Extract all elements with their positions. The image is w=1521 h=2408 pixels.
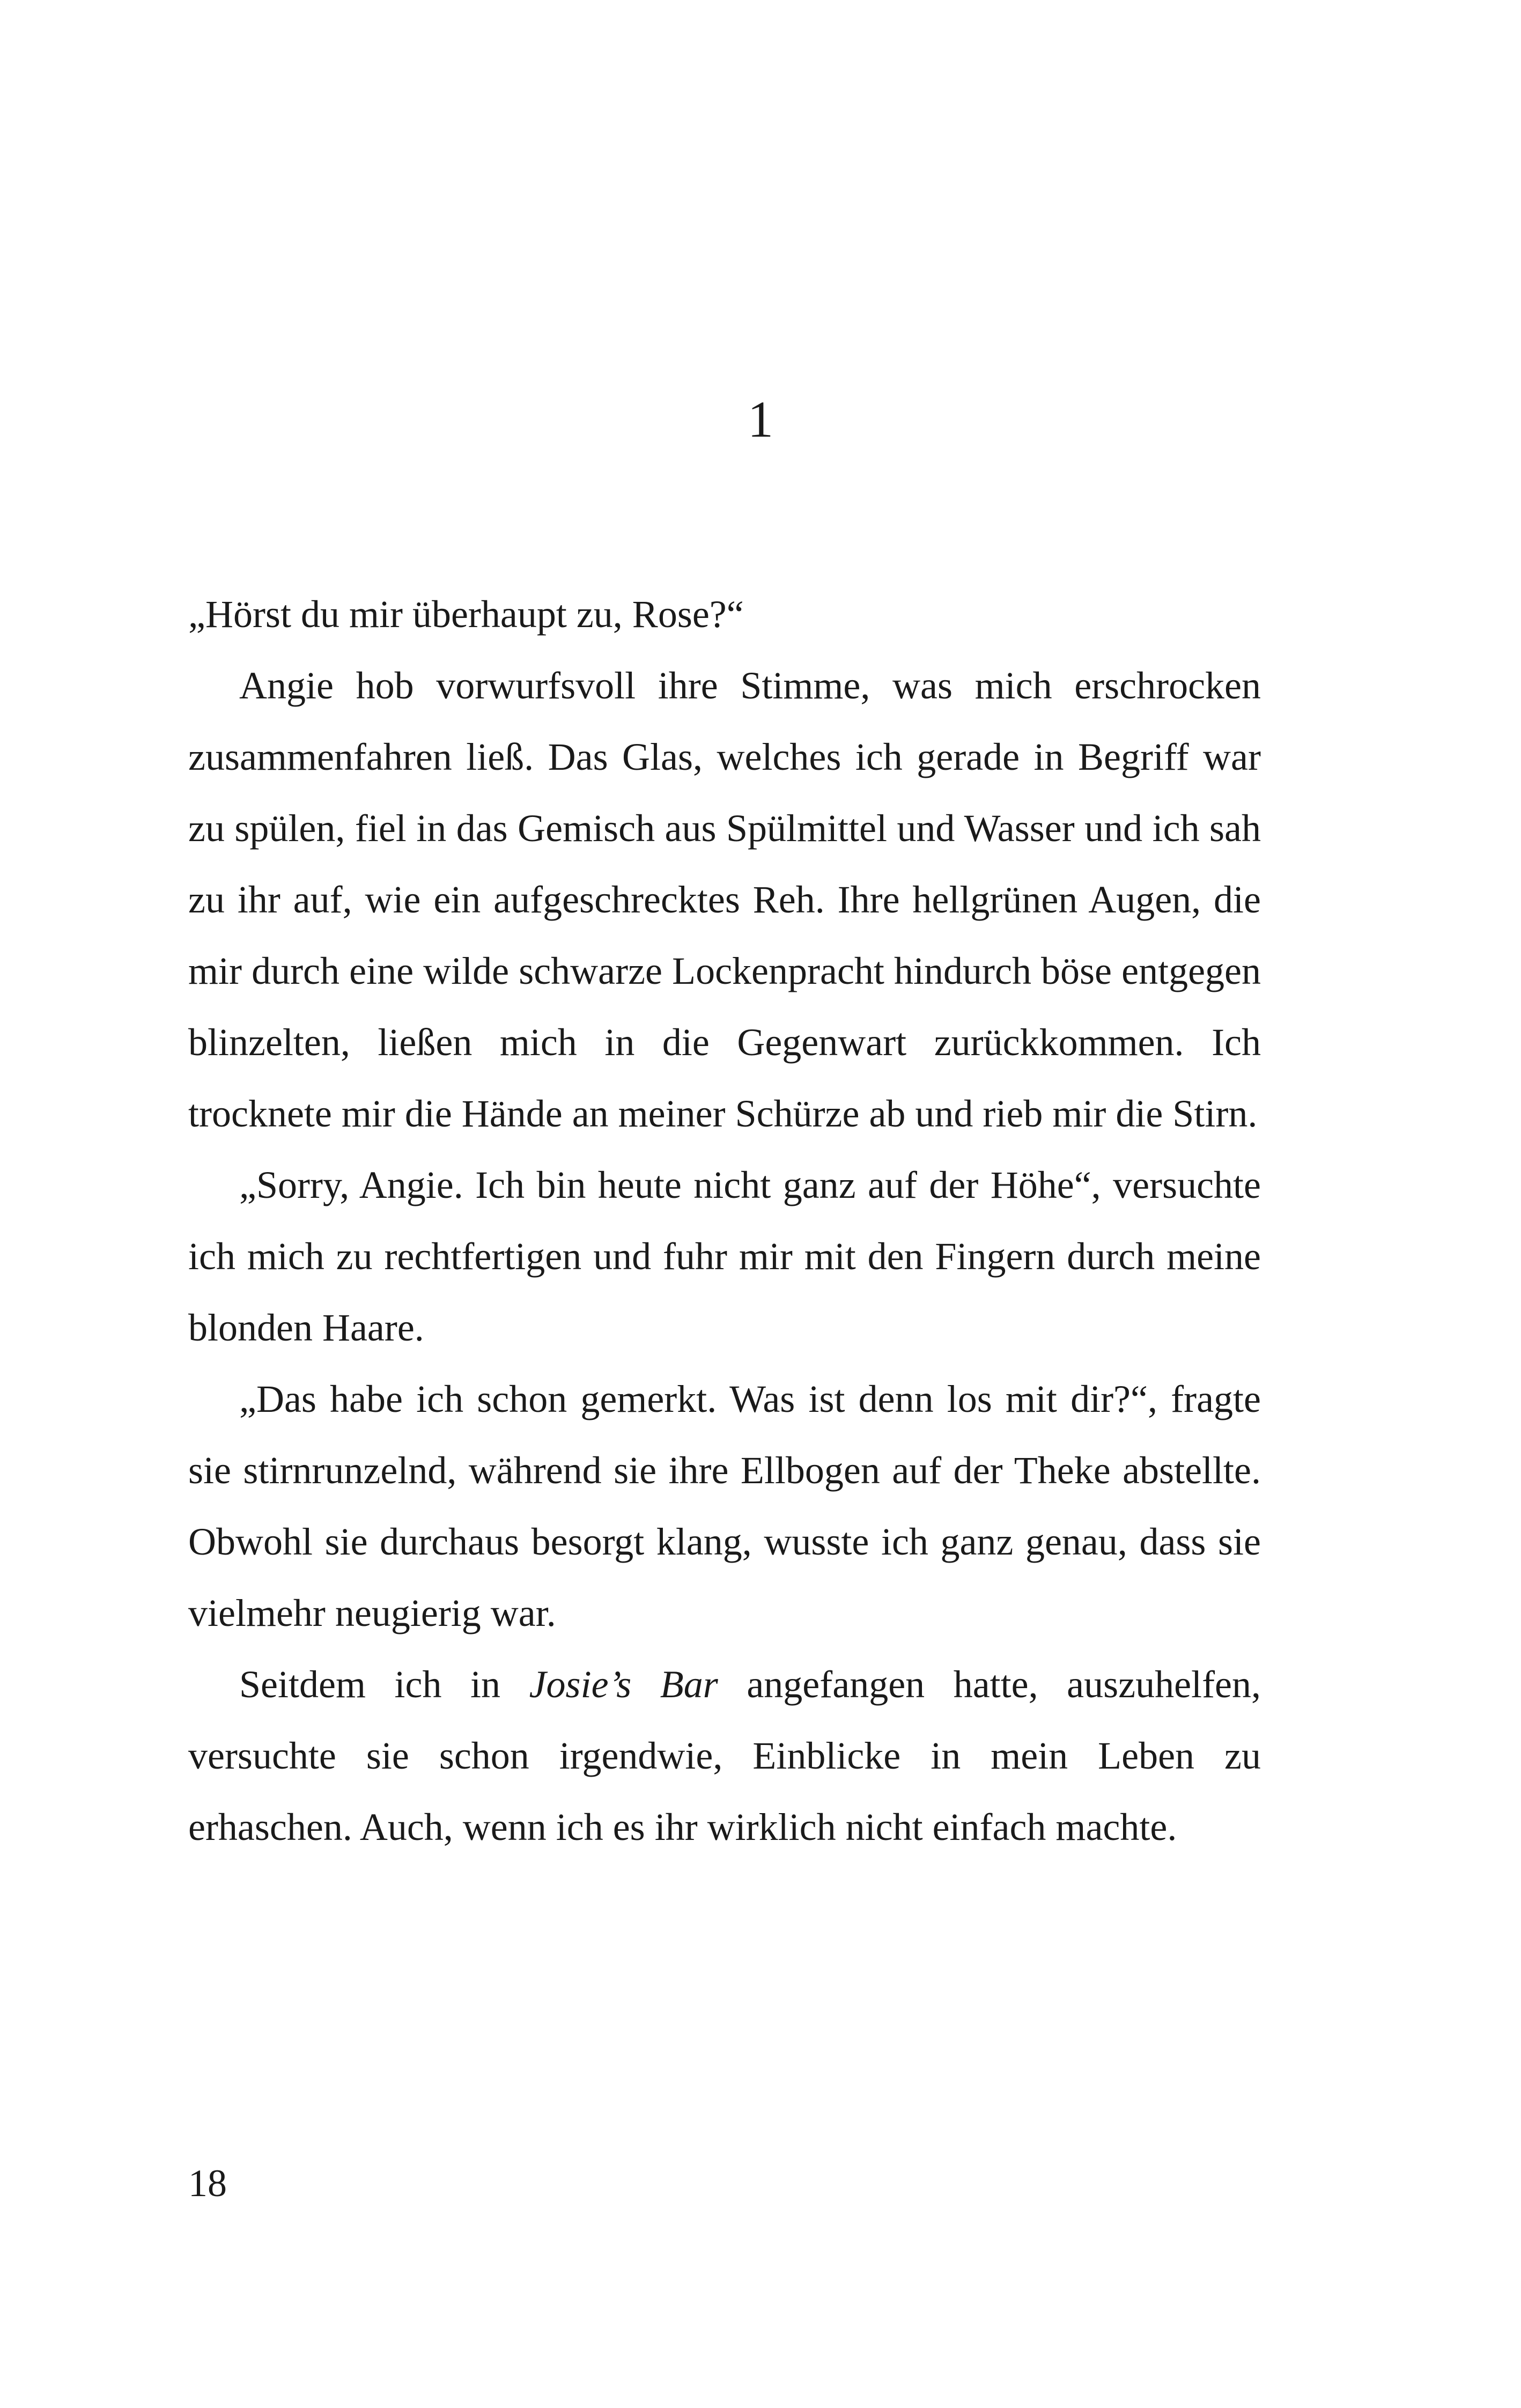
paragraph-1: „Hörst du mir überhaupt zu, Rose?“: [188, 593, 744, 636]
paragraph-5-before: Seitdem ich in: [239, 1663, 529, 1706]
paragraph-3: „Sorry, Angie. Ich bin heute nicht ganz auf der Höhe“, versuchte ich mich zu rechtfertigen und fuhr mir mit den Fingern durch meine blonden Haare.: [188, 1164, 1261, 1349]
paragraph-5-after: angefangen hatte, auszuhelfen, versuchte sie schon irgendwie, Einblicke in mein Leben zu erhaschen. Auch, wenn ich es ihr wirklich nicht einfach machte.: [188, 1663, 1261, 1849]
body-text: [188, 579, 1261, 1863]
page-number: 18: [188, 2162, 227, 2205]
paragraph-4: „Das habe ich schon gemerkt. Was ist denn los mit dir?“, fragte sie stirnrunzelnd, während sie ihre Ellbogen auf der Theke abstellte. Obwohl sie durchaus besorgt klang, wusste ich ganz genau, dass sie vielmehr neugierig war.: [188, 1378, 1261, 1634]
chapter-number: 1: [748, 391, 773, 448]
bar-name: Josie’s Bar: [529, 1663, 718, 1706]
paragraph-2: Angie hob vorwurfsvoll ihre Stimme, was mich erschrocken zusammenfahren ließ. Das Glas, welches ich gerade in Begriff war zu spülen, fiel in das Gemisch aus Spülmittel und Wasser und ich sah zu ihr auf, wie ein aufgeschrecktes Reh. Ihre hellgrünen Augen, die mir durch eine wilde schwarze Lockenpracht hindurch böse entgegen blinzelten, ließen mich in die Gegenwart zurückkommen. Ich trocknete mir die Hände an meiner Schürze ab und rieb mir die Stirn.: [188, 664, 1261, 1135]
paragraph-5: [188, 1649, 1261, 1863]
